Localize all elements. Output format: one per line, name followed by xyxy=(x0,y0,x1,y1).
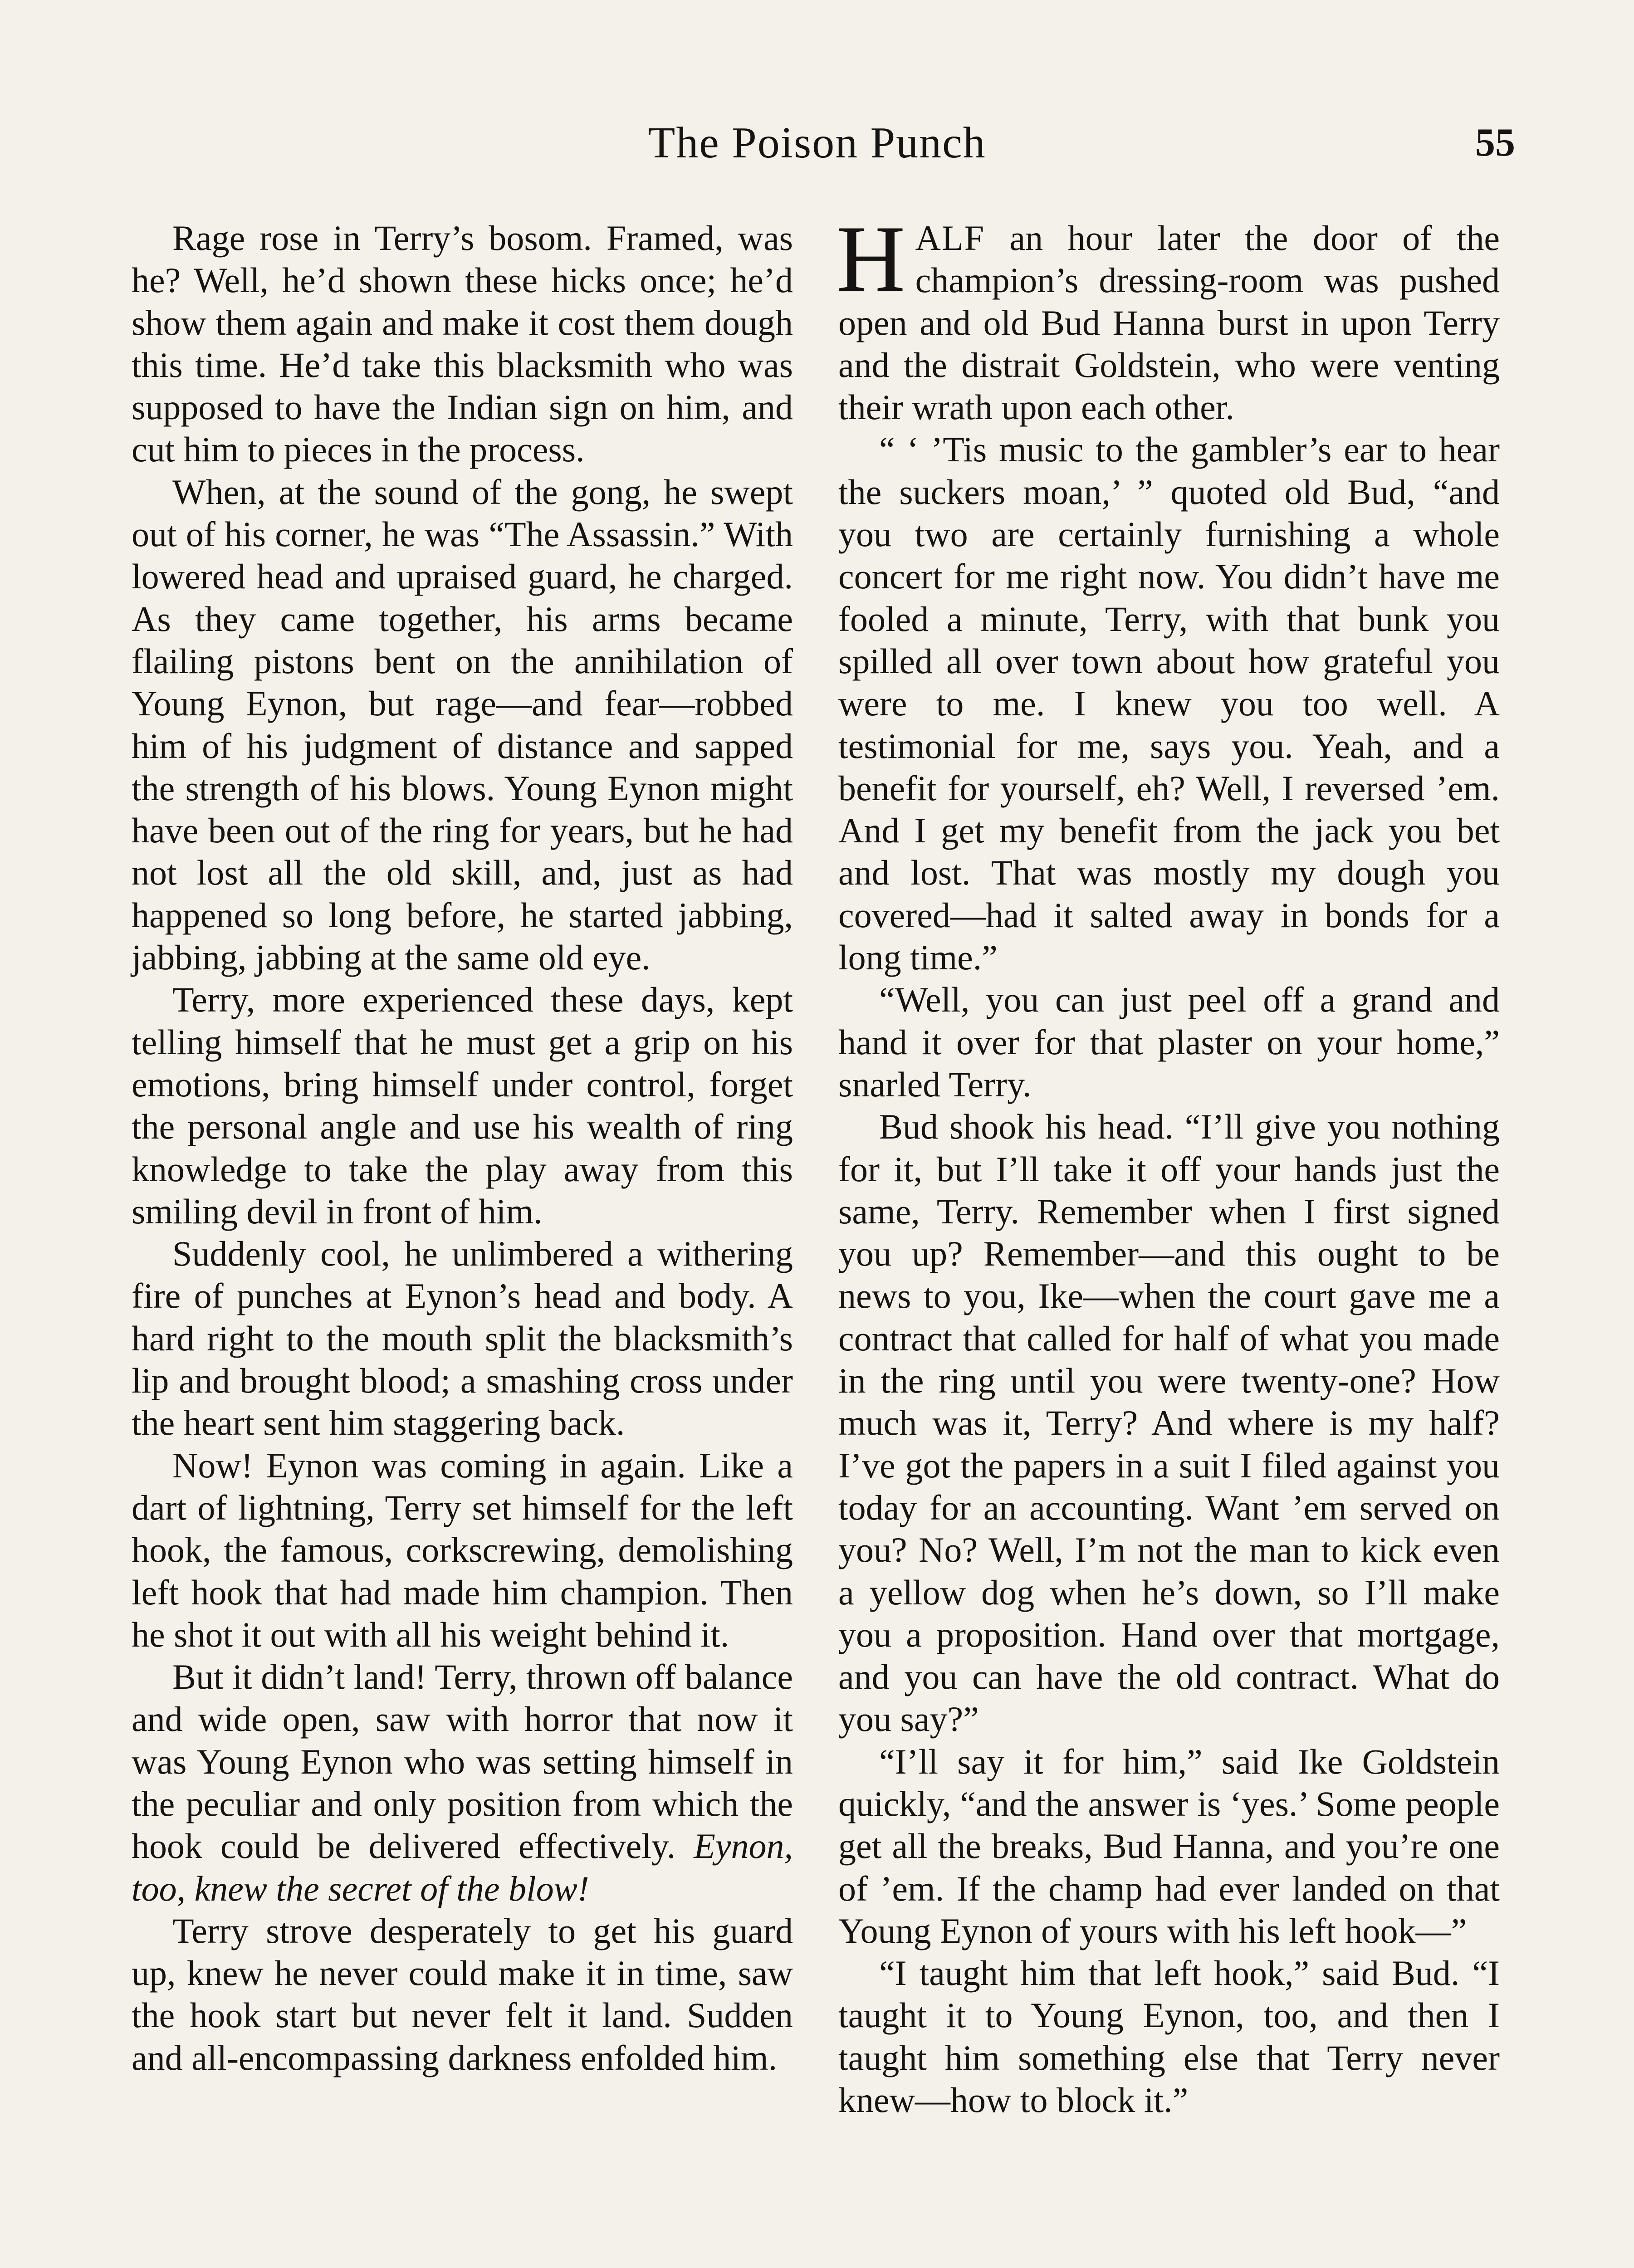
paragraph: Terry, more experienced these days, kept telling himself that he must get a grip on his emotions, bring himself under control, forget the personal angle and use his wealth of ring knowledge to take the play away from this smiling devil in front of him. xyxy=(132,980,793,1231)
paragraph-text: an hour later the door of the champion’s dressing-room was pushed open and old Bud Hanna burst in upon Terry and the distrait Goldstein, who were venting their wrath upon each other. xyxy=(838,218,1500,427)
running-title: The Poison Punch xyxy=(648,118,986,167)
paragraph: “I taught him that left hook,” said Bud. “I taught it to Young Eynon, too, and then I taught him something else that Terry never knew—how to block it.” xyxy=(838,1953,1500,2120)
paragraph: Terry strove desperately to get his guard up, knew he never could make it in time, saw the hook start but never felt it land. Sudden and all-encompassing darkness enfolded him. xyxy=(132,1911,793,2077)
paragraph: “Well, you can just peel off a grand and hand it over for that plaster on your home,” snarled Terry. xyxy=(838,980,1500,1104)
paragraph: When, at the sound of the gong, he swept out of his corner, he was “The Assassin.” With lowered head and upraised guard, he charged. As they came together, his arms became flailing pistons bent on the annihilation of Young Eynon, but rage—and fear—robbed him of his judgment of distance and sapped the strength of his blows. Young Eynon might have been out of the ring for years, but he had not lost all the old skill, and, just as had happened so long before, he started jabbing, jabbing, jabbing at the same old eye. xyxy=(132,472,793,978)
left-column xyxy=(132,217,793,2079)
paragraph: Rage rose in Terry’s bosom. Framed, was he? Well, he’d shown these hicks once; he’d show them again and make it cost them dough this time. He’d take this blacksmith who was supposed to have the Indian sign on him, and cut him to pieces in the process. xyxy=(132,218,793,469)
page-number: 55 xyxy=(1475,121,1515,165)
running-head xyxy=(0,116,1634,170)
opening-caps: ALF xyxy=(915,218,985,258)
paragraph: “ ‘ ’Tis music to the gambler’s ear to hear the suckers moan,’ ” quoted old Bud, “and you two are certainly furnishing a whole concert for me right now. You didn’t have me fooled a minute, Terry, with that bunk you spilled all over town about how grateful you were to me. I knew you too well. A testimonial for me, says you. Yeah, and a benefit for yourself, eh? Well, I reversed ’em. And I get my benefit from the jack you bet and lost. That was mostly my dough you covered—had it salted away in bonds for a long time.” xyxy=(838,430,1500,978)
right-column xyxy=(837,206,1500,2121)
italic-emphasis: Eynon, too, knew the secret of the blow! xyxy=(132,1826,793,1908)
paragraph xyxy=(132,1656,793,1910)
paragraph: Now! Eynon was coming in again. Like a dart of lightning, Terry set himself for the left hook, the famous, corkscrewing, demolishing left hook that had made him champion. Then he shot it out with all his weight behind it. xyxy=(132,1445,793,1654)
paragraph-section-opening xyxy=(837,206,1500,428)
paragraph: Suddenly cool, he unlimbered a withering fire of punches at Eynon’s head and body. A hard right to the mouth split the blacksmith’s lip and brought blood; a smashing cross under the heart sent him staggering back. xyxy=(132,1234,793,1443)
paragraph: “I’ll say it for him,” said Ike Goldstein quickly, “and the answer is ‘yes.’ Some people get all the breaks, Bud Hanna, and you’re one of ’em. If the champ had ever landed on that Young Eynon of yours with his left hook—” xyxy=(838,1741,1500,1950)
paragraph: Bud shook his head. “I’ll give you nothing for it, but I’ll take it off your hands just the same, Terry. Remember when I first signed you up? Remember—and this ought to be news to you, Ike—when the court gave me a contract that called for half of what you made in the ring until you were twenty-one? How much was it, Terry? And where is my half? I’ve got the papers in a suit I filed against you today for an accounting. Want ’em served on you? No? Well, I’m not the man to kick even a yellow dog when he’s down, so I’ll make you a proposition. Hand over that mortgage, and you can have the old contract. What do you say?” xyxy=(838,1107,1500,1739)
paragraph-text: But it didn’t land! Terry, thrown off balance and wide open, saw with horror that now it was Young Eynon who was setting himself in the peculiar and only position from which the hook could be delivered effectively. xyxy=(132,1657,793,1866)
drop-cap: H xyxy=(837,206,905,312)
